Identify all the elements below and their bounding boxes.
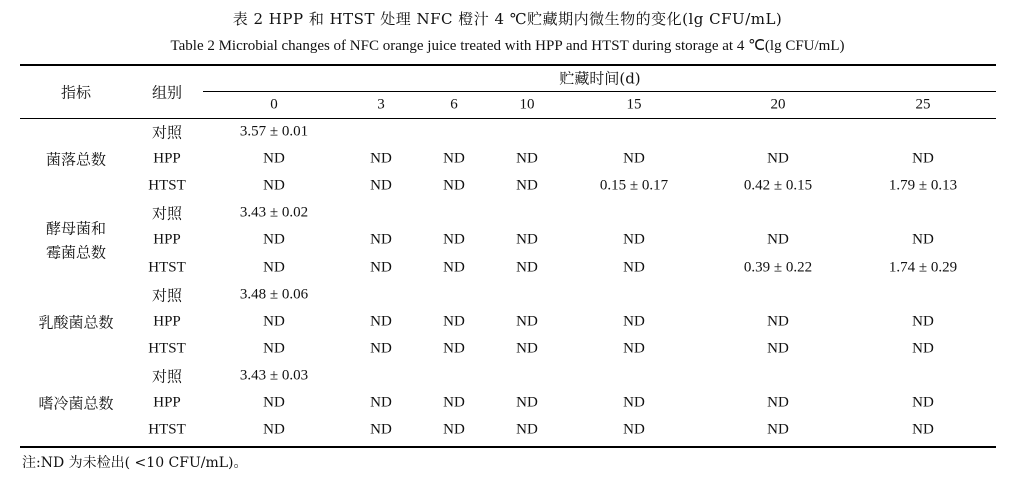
indicator-label: 酵母菌和 xyxy=(45,219,107,238)
table-cell: ND xyxy=(516,259,538,275)
table-cell: ND xyxy=(370,231,392,248)
table-cell: 3.43 ± 0.02 xyxy=(239,204,309,221)
indicator-label: 嗜冷菌总数 xyxy=(38,394,114,413)
table-cell: ND xyxy=(263,421,285,438)
table-cell: ND xyxy=(623,259,645,275)
header-day-25: 25 xyxy=(915,96,931,113)
table-cell: ND xyxy=(263,150,285,167)
indicator-label: 霉菌总数 xyxy=(45,243,107,262)
group-label: HPP xyxy=(153,231,181,248)
table-cell: ND xyxy=(516,313,538,330)
table-footnote: 注:ND 为未检出( <10 CFU/mL)。 xyxy=(22,455,248,471)
table-cell: ND xyxy=(912,394,934,411)
table-cell: ND xyxy=(912,313,934,330)
table-cell: ND xyxy=(263,313,285,330)
header-day-3: 3 xyxy=(377,96,385,113)
table-cell: 3.57 ± 0.01 xyxy=(239,123,309,140)
table-cell: 3.43 ± 0.03 xyxy=(239,367,309,384)
table-cell: ND xyxy=(623,150,645,167)
table-cell: ND xyxy=(623,394,645,411)
table-cell: ND xyxy=(263,177,285,194)
table-cell: ND xyxy=(516,177,538,194)
table-cell: ND xyxy=(912,150,934,167)
table-cell: 3.48 ± 0.06 xyxy=(239,286,309,303)
header-day-15: 15 xyxy=(626,96,642,113)
bottom-rule xyxy=(20,446,996,448)
table-cell: 1.79 ± 0.13 xyxy=(888,177,958,194)
table-cell: ND xyxy=(767,313,789,330)
table-cell: ND xyxy=(767,340,789,357)
header-group: 组别 xyxy=(151,83,183,102)
table-cell: ND xyxy=(443,340,465,357)
top-rule xyxy=(20,64,996,66)
table-cell: ND xyxy=(623,313,645,330)
header-day-6: 6 xyxy=(450,96,458,113)
table-cell: ND xyxy=(370,340,392,357)
table-cell: 0.15 ± 0.17 xyxy=(599,177,669,194)
table-cell: ND xyxy=(370,421,392,438)
table-cell: ND xyxy=(767,231,789,248)
table-cell: ND xyxy=(912,421,934,438)
table-title-chinese: 表 2 HPP 和 HTST 处理 NFC 橙汁 4 ℃贮藏期内微生物的变化(lg CFU/mL) xyxy=(232,10,783,28)
group-label: HTST xyxy=(148,421,186,438)
group-label: HTST xyxy=(148,259,186,275)
table-cell: ND xyxy=(767,421,789,438)
table-cell: ND xyxy=(370,259,392,275)
table-cell: ND xyxy=(767,150,789,167)
group-label: HPP xyxy=(153,150,181,167)
table-cell: 0.39 ± 0.22 xyxy=(743,259,813,275)
table-cell: ND xyxy=(370,150,392,167)
table-title-english: Table 2 Microbial changes of NFC orange juice treated with HPP and HTST during storage at 4 ℃(lg CFU/mL) xyxy=(170,38,845,54)
header-day-10: 10 xyxy=(519,96,535,113)
table-cell: ND xyxy=(516,394,538,411)
table-cell: ND xyxy=(912,340,934,357)
table-cell: ND xyxy=(623,231,645,248)
indicator-label: 菌落总数 xyxy=(45,150,107,169)
group-label: 对照 xyxy=(151,123,183,142)
storage-time-rule xyxy=(203,91,996,92)
table-cell: ND xyxy=(443,231,465,248)
indicator-label: 乳酸菌总数 xyxy=(38,313,114,332)
table-cell: ND xyxy=(370,313,392,330)
table-cell: ND xyxy=(516,340,538,357)
table-cell: ND xyxy=(370,394,392,411)
table-cell: ND xyxy=(516,231,538,248)
table-cell: ND xyxy=(443,313,465,330)
group-label: HPP xyxy=(153,394,181,411)
header-storage-time: 贮藏时间(d) xyxy=(559,69,641,88)
table-cell: ND xyxy=(443,421,465,438)
table-cell: ND xyxy=(623,340,645,357)
header-rule xyxy=(20,118,996,119)
table-cell: ND xyxy=(443,177,465,194)
table-cell: ND xyxy=(370,177,392,194)
table-cell: ND xyxy=(767,394,789,411)
table-cell: ND xyxy=(263,231,285,248)
group-label: 对照 xyxy=(151,286,183,305)
table-cell: ND xyxy=(263,340,285,357)
table-cell: 1.74 ± 0.29 xyxy=(888,259,958,275)
table-cell: ND xyxy=(912,231,934,248)
header-day-20: 20 xyxy=(770,96,786,113)
table-cell: ND xyxy=(516,150,538,167)
table-cell: 0.42 ± 0.15 xyxy=(743,177,813,194)
header-day-0: 0 xyxy=(270,96,278,113)
group-label: HTST xyxy=(148,340,186,357)
table-cell: ND xyxy=(516,421,538,438)
group-label: 对照 xyxy=(151,367,183,386)
table-cell: ND xyxy=(623,421,645,438)
table-cell: ND xyxy=(263,259,285,275)
table-cell: ND xyxy=(263,394,285,411)
header-indicator: 指标 xyxy=(60,83,92,102)
table-cell: ND xyxy=(443,259,465,275)
group-label: HPP xyxy=(153,313,181,330)
group-label: HTST xyxy=(148,177,186,194)
table-cell: ND xyxy=(443,394,465,411)
table-cell: ND xyxy=(443,150,465,167)
group-label: 对照 xyxy=(151,204,183,223)
